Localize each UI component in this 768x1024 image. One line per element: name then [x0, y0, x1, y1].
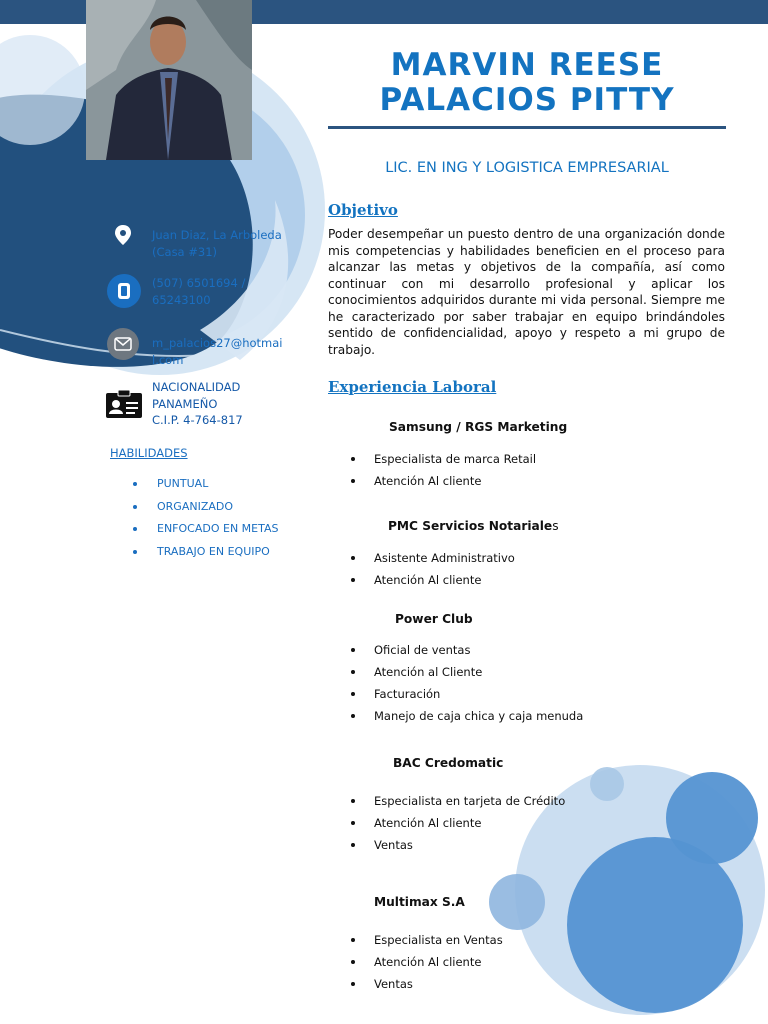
- job-entry: [328, 895, 628, 999]
- duty-item: Atención Al cliente: [328, 474, 628, 496]
- degree-title: LIC. EN ING Y LOGISTICA EMPRESARIAL: [385, 160, 669, 176]
- duty-item: Oficial de ventas: [328, 643, 628, 665]
- company-name-main: PMC Servicios Notariale: [388, 519, 553, 533]
- duty-item: Especialista en Ventas: [328, 933, 628, 955]
- skill-item: PUNTUAL: [110, 477, 278, 500]
- company-name: Multimax S.A: [374, 895, 465, 909]
- nationality: [152, 379, 292, 429]
- nationality-value: PANAMEÑO: [152, 396, 218, 411]
- experience-heading: Experiencia Laboral: [328, 378, 497, 396]
- job-entry: [328, 519, 628, 595]
- skill-item: TRABAJO EN EQUIPO: [110, 545, 278, 568]
- phone-icon: [107, 274, 141, 308]
- id-card-icon: [106, 390, 142, 422]
- cip-number: C.I.P. 4-764-817: [152, 413, 243, 427]
- phone-numbers: [152, 275, 292, 308]
- phone-line-1: (507) 6501694 /: [152, 276, 246, 290]
- duty-item: Ventas: [328, 838, 628, 860]
- job-entry: [328, 612, 628, 731]
- company-name: [328, 519, 628, 533]
- duty-item: Atención Al cliente: [328, 573, 628, 595]
- job-entry: [328, 756, 628, 860]
- company-name: Power Club: [395, 612, 473, 626]
- duty-item: Especialista de marca Retail: [328, 452, 628, 474]
- duty-list: [328, 933, 628, 999]
- job-entry: [328, 420, 628, 496]
- skill-item: ORGANIZADO: [110, 500, 278, 523]
- company-name-suffix: s: [552, 519, 559, 533]
- email-icon: [107, 328, 139, 360]
- objective-heading: Objetivo: [328, 201, 398, 219]
- location-pin-icon: [108, 220, 138, 250]
- duty-item: Facturación: [328, 687, 628, 709]
- duty-item: Atención Al cliente: [328, 816, 628, 838]
- address-line-2: (Casa #31): [152, 244, 218, 259]
- duty-list: [328, 643, 628, 731]
- company-name: BAC Credomatic: [393, 756, 504, 770]
- company-name: Samsung / RGS Marketing: [389, 420, 568, 434]
- skill-item: ENFOCADO EN METAS: [110, 522, 278, 545]
- duty-item: Especialista en tarjeta de Crédito: [328, 794, 628, 816]
- email-line-2: l.com: [152, 352, 184, 367]
- skills-list: [110, 477, 278, 567]
- name-line-2: PALACIOS PITTY: [379, 82, 675, 118]
- duty-item: Manejo de caja chica y caja menuda: [328, 709, 628, 731]
- name-line-1: MARVIN REESE: [390, 47, 664, 83]
- email-line-1: m_palacios27@hotmai: [152, 336, 283, 350]
- phone-line-2: 65243100: [152, 292, 211, 307]
- profile-photo: [86, 0, 252, 160]
- skills-heading: HABILIDADES: [110, 446, 188, 460]
- duty-item: Asistente Administrativo: [328, 551, 628, 573]
- objective-text: Poder desempeñar un puesto dentro de una organización donde mis competencias y habilidades beneficien en el proceso para alcanzar las metas y objetivos de la compañía, así como continuar con mi desarrollo profesional y aplicar los conocimientos adquiridos durante mi vida personal. Siempre me he caracterizado por saber trabajar en equipo brindándoles sentido de confidencialidad, apoyo y respeto a mi grupo de trabajo.: [328, 227, 725, 357]
- duty-item: Atención Al cliente: [328, 955, 628, 977]
- duty-list: [328, 551, 628, 595]
- duty-list: [328, 452, 628, 496]
- candidate-name: [330, 48, 724, 118]
- nationality-label: NACIONALIDAD: [152, 380, 241, 394]
- address-line-1: Juan Diaz, La Arboleda: [152, 228, 282, 242]
- duty-item: Ventas: [328, 977, 628, 999]
- name-divider: [328, 126, 726, 129]
- email-address: [152, 335, 292, 368]
- duty-list: [328, 794, 628, 860]
- address: [152, 227, 292, 260]
- duty-item: Atención al Cliente: [328, 665, 628, 687]
